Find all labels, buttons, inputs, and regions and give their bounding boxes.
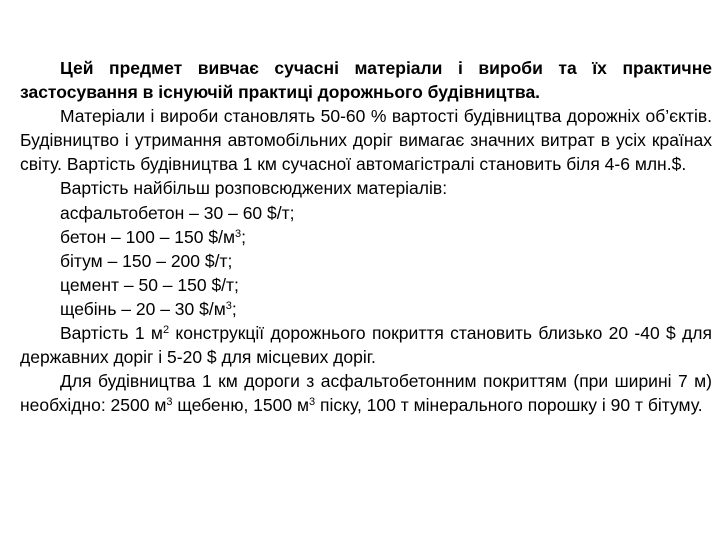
pavement-text-a: Вартість 1 м — [60, 323, 163, 344]
cost-item-gravel-text: щебінь – 20 – 30 $/м — [60, 298, 226, 319]
cost-item-concrete-text: бетон – 100 – 150 $/м — [60, 226, 235, 247]
material-cost-list — [20, 201, 712, 321]
requirement-text-a: Для будівництва 1 км дороги з асфальтобетонним покриттям (при ширині 7 м) необхідно: 2500 м — [20, 371, 712, 416]
requirement-paragraph — [20, 369, 712, 417]
superscript-2: 2 — [162, 324, 170, 337]
cost-item-gravel — [20, 297, 712, 321]
superscript-3: 3 — [309, 396, 316, 409]
cost-item-cement: цемент – 50 – 150 $/т; — [60, 274, 239, 295]
costs-heading: Вартість найбільш розповсюджених матеріалів: — [60, 178, 448, 199]
cost-share-paragraph: Матеріали і вироби становлять 50-60 % вартості будівництва дорожніх об’єктів. Будівництво і утримання автомобільних доріг вимагає значних витрат в усіх країнах світу. Вартість будівництва 1 км сучасної автомагістралі становить біля 4-6 млн.$. — [20, 106, 712, 175]
cost-item-gravel-end: ; — [231, 298, 237, 319]
cost-item-asphalt: асфальтобетон – 30 – 60 $/т; — [60, 202, 295, 223]
cost-item-concrete-end: ; — [241, 226, 246, 247]
requirement-text-b: щебеню, 1500 м — [172, 395, 309, 416]
cost-item-concrete — [20, 225, 712, 249]
superscript-3: 3 — [235, 227, 242, 240]
cost-item-bitumen: бітум – 150 – 200 $/т; — [60, 250, 233, 271]
pavement-text-b: конструкції дорожнього покриття становить близько 20 -40 $ для державних доріг і 5-20 $ для місцевих доріг. — [20, 323, 712, 368]
intro-paragraph: Цей предмет вивчає сучасні матеріали і вироби та їх практичне застосування в існуючій практиці дорожнього будівництва. — [20, 58, 712, 103]
pavement-cost-paragraph — [20, 321, 712, 369]
superscript-3: 3 — [166, 396, 173, 409]
superscript-3: 3 — [225, 299, 232, 312]
requirement-text-c: піску, 100 т мінерального порошку і 90 т бітуму. — [315, 395, 703, 416]
